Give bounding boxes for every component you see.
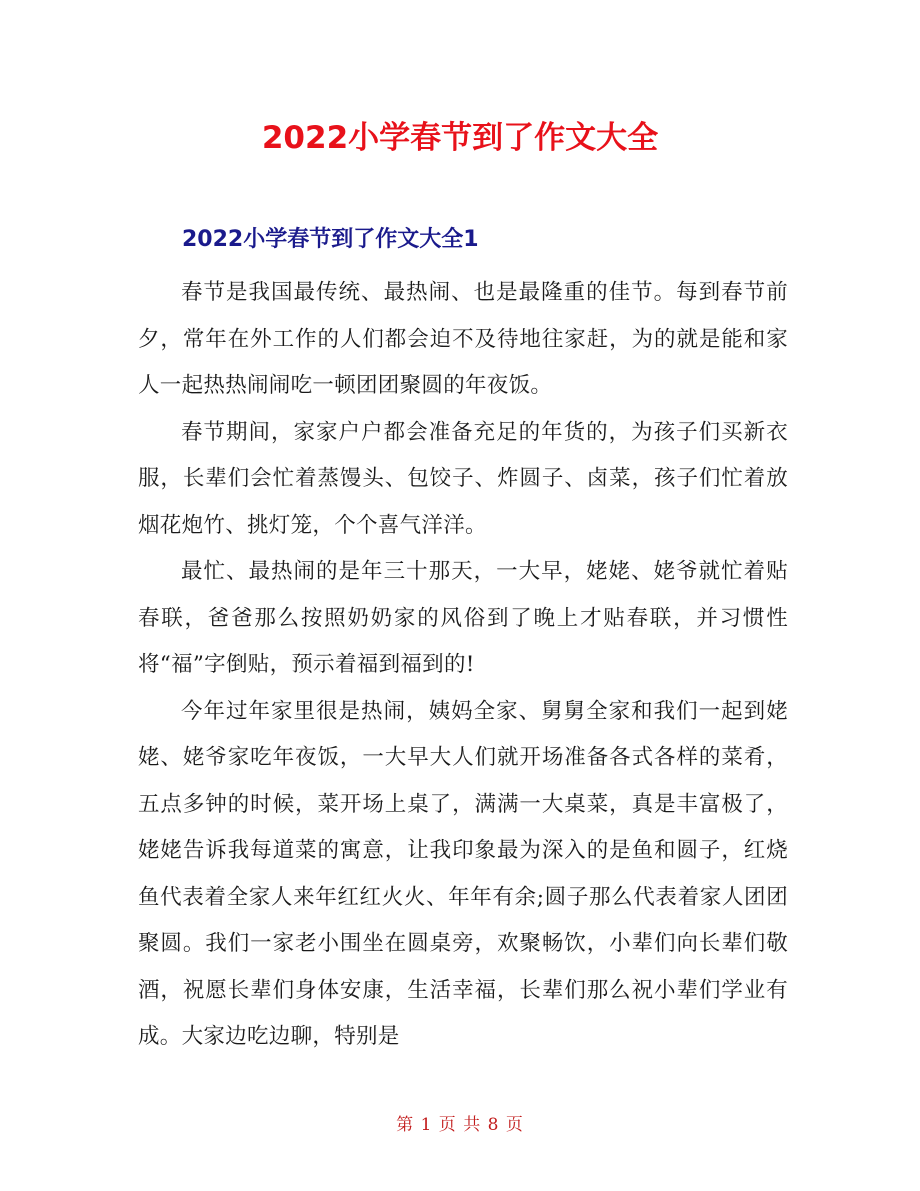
paragraph: 今年过年家里很是热闹，姨妈全家、舅舅全家和我们一起到姥姥、姥爷家吃年夜饭，一大早大人们就开场准备各式各样的菜肴，五点多钟的时候，菜开场上桌了，满满一大桌菜，真是丰富极了，姥姥告诉我每道菜的寓意，让我印象最为深入的是鱼和圆子，红烧鱼代表着全家人来年红红火火、年年有余;圆子那么代表着家人团团聚圆。我们一家老小围坐在圆桌旁，欢聚畅饮，小辈们向长辈们敬酒，祝愿长辈们身体安康，生活幸福，长辈们那么祝小辈们学业有成。大家边吃边聊，特别是 — [138, 698, 788, 1049]
document-title: 2022小学春节到了作文大全 — [261, 120, 659, 156]
paragraph: 春节期间，家家户户都会准备充足的年货的，为孩子们买新衣服，长辈们会忙着蒸馒头、包饺子、炸圆子、卤菜，孩子们忙着放烟花炮竹、挑灯笼，个个喜气洋洋。 — [138, 419, 788, 538]
paragraph: 最忙、最热闹的是年三十那天，一大早，姥姥、姥爷就忙着贴春联，爸爸那么按照奶奶家的风俗到了晚上才贴春联，并习惯性将“福”字倒贴，预示着福到福到的! — [138, 559, 788, 677]
section-heading: 2022小学春节到了作文大全1 — [182, 227, 479, 252]
document-body — [138, 270, 788, 1061]
paragraph: 春节是我国最传统、最热闹、也是最隆重的佳节。每到春节前夕，常年在外工作的人们都会迫不及待地往家赶，为的就是能和家人一起热热闹闹吃一顿团团聚圆的年夜饭。 — [138, 280, 788, 398]
page-footer: 第 1 页 共 8 页 — [396, 1115, 524, 1135]
